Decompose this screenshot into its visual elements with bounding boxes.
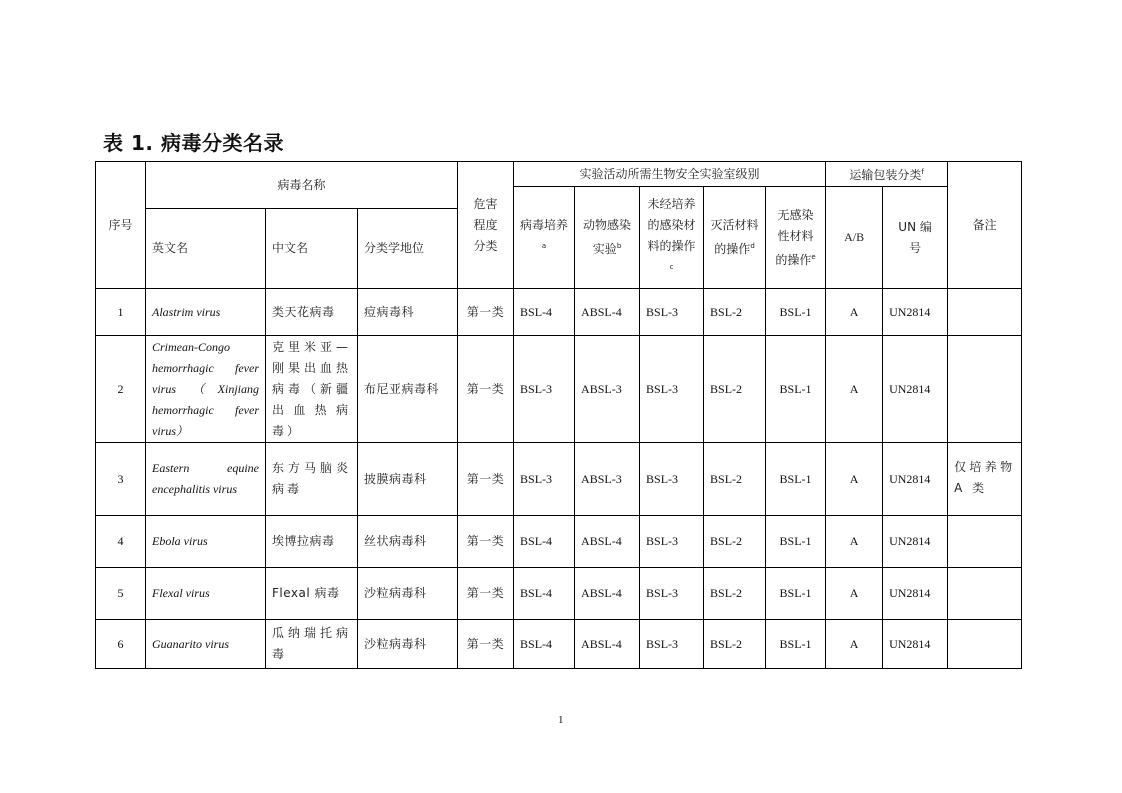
cell-taxonomy: 沙粒病毒科: [358, 620, 458, 669]
table-row: [96, 516, 1022, 568]
cell-english-name: Crimean-Congo hemorrhagic fever virus （Xinjiang hemorrhagic fever virus）: [146, 336, 266, 443]
cell-remarks: [948, 289, 1022, 336]
cell-taxonomy: 丝状病毒科: [358, 516, 458, 568]
header-un-number: UN 编号: [883, 187, 948, 289]
cell-un: UN2814: [883, 516, 948, 568]
cell-ab: A: [826, 289, 883, 336]
header-ab: A/B: [826, 187, 883, 289]
cell-inactivated: BSL-2: [704, 620, 766, 669]
cell-taxonomy: 沙粒病毒科: [358, 568, 458, 620]
table-row: [96, 289, 1022, 336]
cell-ab: A: [826, 620, 883, 669]
table-title: 表 1. 病毒分类名录: [103, 131, 284, 155]
cell-hazard: 第一类: [458, 289, 514, 336]
cell-hazard: 第一类: [458, 620, 514, 669]
cell-uncultured: BSL-3: [640, 289, 704, 336]
cell-chinese-name: 东方马脑炎病毒: [266, 443, 358, 516]
header-transport-group: 运输包装分类$^f$: [826, 162, 948, 187]
table-row: [96, 443, 1022, 516]
header-animal-infection: 动物感染实验$^b$: [575, 187, 640, 289]
header-inactivated-material: 灭活材料的操作$^d$: [704, 187, 766, 289]
cell-index: 1: [96, 289, 146, 336]
cell-culture: BSL-3: [514, 443, 575, 516]
cell-animal: ABSL-4: [575, 289, 640, 336]
cell-ab: A: [826, 336, 883, 443]
cell-index: 4: [96, 516, 146, 568]
cell-uncultured: BSL-3: [640, 620, 704, 669]
cell-remarks: 仅培养物 A 类: [948, 443, 1022, 516]
header-index: 序号: [96, 162, 146, 289]
cell-taxonomy: 痘病毒科: [358, 289, 458, 336]
cell-remarks: [948, 568, 1022, 620]
cell-ab: A: [826, 516, 883, 568]
table-row: [96, 620, 1022, 669]
cell-hazard: 第一类: [458, 443, 514, 516]
header-taxonomy: 分类学地位: [358, 209, 458, 289]
cell-hazard: 第一类: [458, 336, 514, 443]
cell-culture: BSL-4: [514, 516, 575, 568]
cell-inactivated: BSL-2: [704, 443, 766, 516]
cell-chinese-name: 瓜纳瑞托病毒: [266, 620, 358, 669]
cell-inactivated: BSL-2: [704, 336, 766, 443]
cell-noninfectious: BSL-1: [766, 443, 826, 516]
header-virus-culture: 病毒培养$^a$: [514, 187, 575, 289]
cell-english-name: Flexal virus: [146, 568, 266, 620]
cell-chinese-name: 埃博拉病毒: [266, 516, 358, 568]
header-chinese-name: 中文名: [266, 209, 358, 289]
cell-uncultured: BSL-3: [640, 443, 704, 516]
cell-english-name: Ebola virus: [146, 516, 266, 568]
cell-noninfectious: BSL-1: [766, 289, 826, 336]
cell-animal: ABSL-3: [575, 336, 640, 443]
cell-remarks: [948, 620, 1022, 669]
table-row: [96, 568, 1022, 620]
header-hazard-level: 危害程度分类: [458, 162, 514, 289]
header-noninfectious-material: 无感染性材料的操作$^e$: [766, 187, 826, 289]
virus-classification-table: [95, 161, 1022, 669]
cell-ab: A: [826, 443, 883, 516]
header-virus-name: 病毒名称: [146, 162, 458, 209]
cell-remarks: [948, 516, 1022, 568]
cell-index: 5: [96, 568, 146, 620]
cell-chinese-name: 克里米亚—刚果出血热病毒（新疆出血热病毒）: [266, 336, 358, 443]
cell-index: 6: [96, 620, 146, 669]
cell-culture: BSL-3: [514, 336, 575, 443]
cell-animal: ABSL-4: [575, 568, 640, 620]
cell-animal: ABSL-3: [575, 443, 640, 516]
cell-uncultured: BSL-3: [640, 516, 704, 568]
cell-index: 2: [96, 336, 146, 443]
cell-remarks: [948, 336, 1022, 443]
cell-culture: BSL-4: [514, 620, 575, 669]
cell-english-name: Alastrim virus: [146, 289, 266, 336]
cell-un: UN2814: [883, 289, 948, 336]
cell-animal: ABSL-4: [575, 516, 640, 568]
header-english-name: 英文名: [146, 209, 266, 289]
cell-taxonomy: 披膜病毒科: [358, 443, 458, 516]
cell-un: UN2814: [883, 443, 948, 516]
page-number: 1: [558, 714, 564, 726]
cell-culture: BSL-4: [514, 568, 575, 620]
cell-inactivated: BSL-2: [704, 568, 766, 620]
cell-uncultured: BSL-3: [640, 568, 704, 620]
cell-inactivated: BSL-2: [704, 516, 766, 568]
cell-english-name: Eastern equine encephalitis virus: [146, 443, 266, 516]
cell-un: UN2814: [883, 620, 948, 669]
cell-uncultured: BSL-3: [640, 336, 704, 443]
cell-noninfectious: BSL-1: [766, 336, 826, 443]
header-uncultured-material: 未经培养的感染材料的操作$^c$: [640, 187, 704, 289]
cell-noninfectious: BSL-1: [766, 516, 826, 568]
cell-english-name: Guanarito virus: [146, 620, 266, 669]
cell-un: UN2814: [883, 568, 948, 620]
cell-animal: ABSL-4: [575, 620, 640, 669]
header-lab-level-group: 实验活动所需生物安全实验室级别: [514, 162, 826, 187]
cell-chinese-name: 类天花病毒: [266, 289, 358, 336]
cell-hazard: 第一类: [458, 516, 514, 568]
cell-ab: A: [826, 568, 883, 620]
cell-chinese-name: Flexal 病毒: [266, 568, 358, 620]
cell-taxonomy: 布尼亚病毒科: [358, 336, 458, 443]
header-remarks: 备注: [948, 162, 1022, 289]
cell-inactivated: BSL-2: [704, 289, 766, 336]
cell-culture: BSL-4: [514, 289, 575, 336]
cell-noninfectious: BSL-1: [766, 620, 826, 669]
cell-noninfectious: BSL-1: [766, 568, 826, 620]
cell-un: UN2814: [883, 336, 948, 443]
table-row: [96, 336, 1022, 443]
cell-hazard: 第一类: [458, 568, 514, 620]
cell-index: 3: [96, 443, 146, 516]
